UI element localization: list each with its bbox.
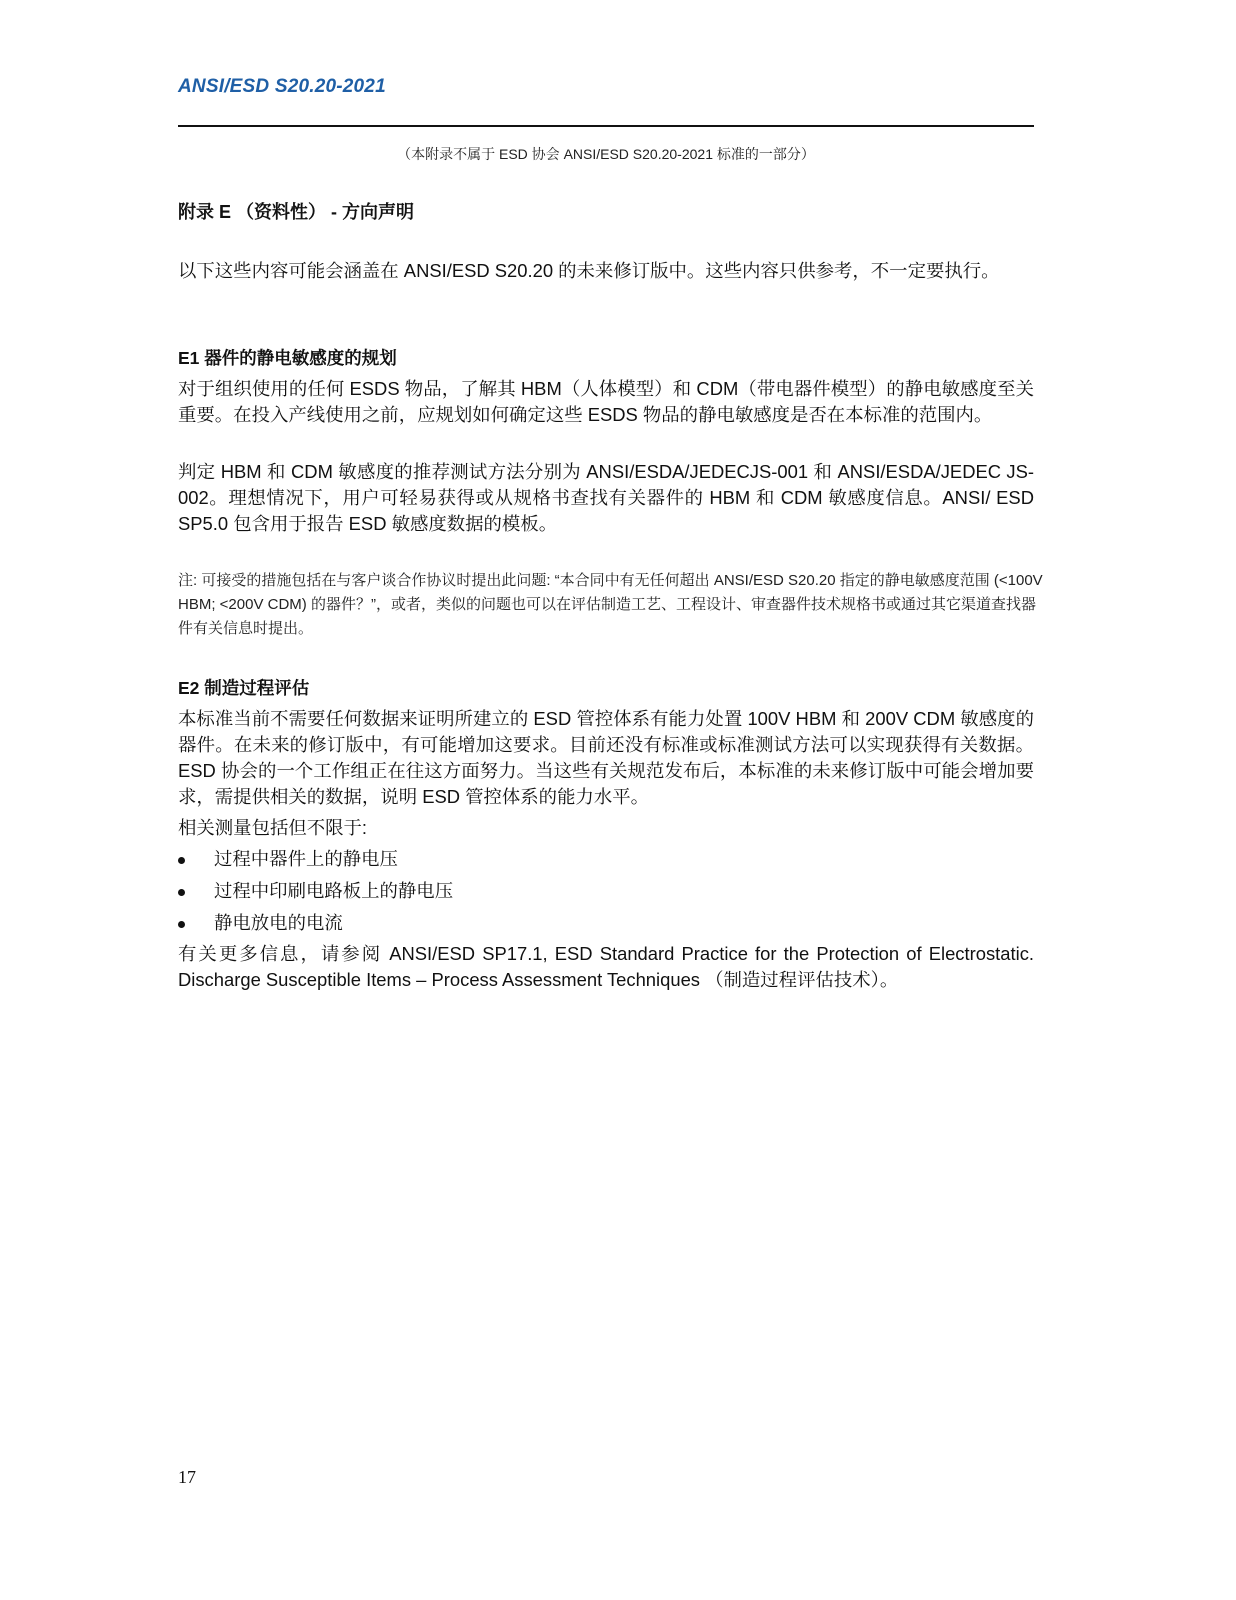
annex-title: 附录 E （资料性） - 方向声明 (178, 202, 415, 222)
document-id: ANSI/ESD S20.20-2021 (178, 76, 386, 97)
section-e1-note: 注: 可接受的措施包括在与客户谈合作协议时提出此问题: “本合同中有无任何超出 ANSI/ESD S20.20 指定的静电敏感度范围 (<100V HBM; <200V CDM) 的器件？”，或者，类似的问题也可以在评估制造工艺、工程设计、审查器件技术规格书或通过其它渠道查找器件有关信息时提出。 (178, 572, 1043, 637)
page-number: 17 (178, 1467, 196, 1487)
list-item-text: 过程中器件上的静电压 (214, 848, 398, 869)
section-e2-paragraph-1: 本标准当前不需要任何数据来证明所建立的 ESD 管控体系有能力处置 100V HBM 和 200V CDM 敏感度的器件。在未来的修订版中，有可能增加这要求。目前还没有标准或标准测试方法可以实现获得有关数据。ESD 协会的一个工作组正在往这方面努力。当这些有关规范发布后，本标准的未来修订版中可能会增加要求，需提供相关的数据，说明 ESD 管控体系的能力水平。 (178, 708, 1034, 807)
measurement-list (178, 846, 1034, 942)
list-item (178, 878, 1034, 910)
bullet-icon (178, 921, 185, 928)
header-divider (178, 125, 1034, 127)
list-item-text: 静电放电的电流 (214, 912, 343, 933)
section-e1-paragraph-2: 判定 HBM 和 CDM 敏感度的推荐测试方法分别为 ANSI/ESDA/JEDECJS-001 和 ANSI/ESDA/JEDEC JS-002。理想情况下，用户可轻易获得或从规格书查找有关器件的 HBM 和 CDM 敏感度信息。ANSI/ ESD SP5.0 包含用于报告 ESD 敏感度数据的模板。 (178, 461, 1034, 534)
bullet-icon (178, 857, 185, 864)
list-item (178, 910, 1034, 942)
list-item-text: 过程中印刷电路板上的静电压 (214, 880, 454, 901)
section-e2-heading: E2 制造过程评估 (178, 678, 310, 698)
section-e1-heading: E1 器件的静电敏感度的规划 (178, 348, 397, 368)
section-e1-paragraph-1: 对于组织使用的任何 ESDS 物品，了解其 HBM（人体模型）和 CDM（带电器件模型）的静电敏感度至关重要。在投入产线使用之前，应规划如何确定这些 ESDS 物品的静电敏感度是否在本标准的范围内。 (178, 378, 1034, 425)
list-item (178, 846, 1034, 878)
section-e2-list-intro: 相关测量包括但不限于: (178, 817, 368, 838)
annex-intro: 以下这些内容可能会涵盖在 ANSI/ESD S20.20 的未来修订版中。这些内容只供参考，不一定要执行。 (178, 260, 1000, 281)
section-e2-paragraph-2: 有关更多信息，请参阅 ANSI/ESD SP17.1, ESD Standard Practice for the Protection of Electrostatic. Discharge Susceptible Items – Process Assessment Techniques （制造过程评估技术）。 (178, 943, 1034, 990)
bullet-icon (178, 889, 185, 896)
annex-note: （本附录不属于 ESD 协会 ANSI/ESD S20.20-2021 标准的一部分） (397, 146, 815, 162)
